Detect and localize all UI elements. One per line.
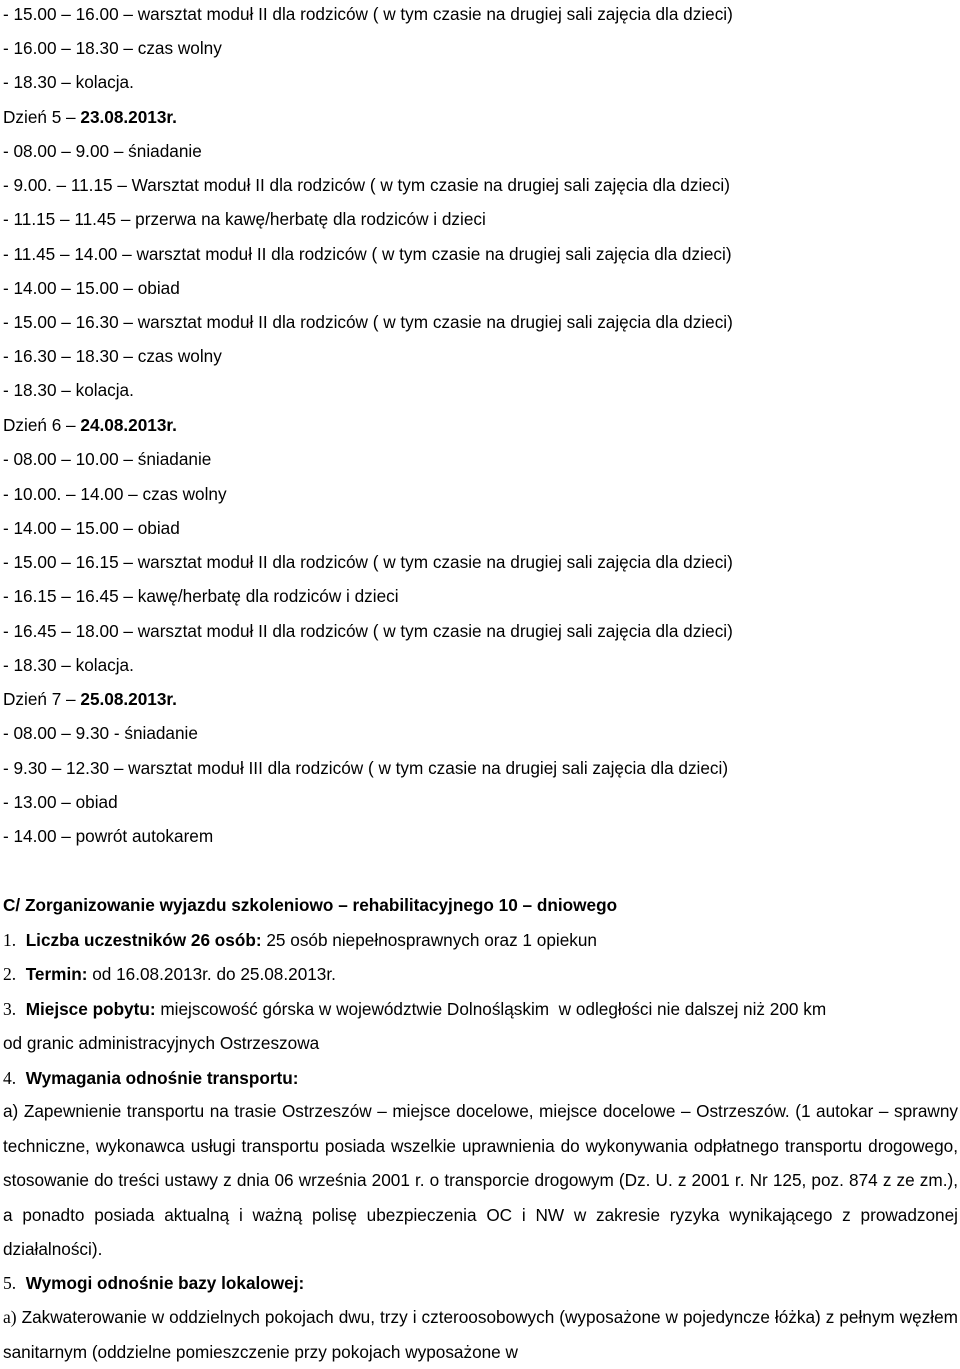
point-text: 25 osób niepełnosprawnych oraz 1 opiekun [261, 930, 597, 950]
point-number: 3. [3, 999, 17, 1019]
schedule-line: - 16.15 – 16.45 – kawę/herbatę dla rodziców i dzieci [3, 586, 399, 606]
point-number: 5. [3, 1273, 17, 1293]
day-label: Dzień 6 – [3, 415, 81, 435]
numbered-point [3, 963, 336, 985]
point-number: 4. [3, 1068, 17, 1088]
schedule-line: - 16.00 – 18.30 – czas wolny [3, 38, 222, 58]
point-label: Liczba uczestników 26 osób: [25, 930, 262, 950]
day-date: 24.08.2013r. [80, 415, 177, 435]
point-label: Termin: [25, 964, 88, 984]
schedule-line: - 18.30 – kolacja. [3, 655, 134, 675]
accommodation-paragraph [3, 1300, 958, 1369]
schedule-line: - 08.00 – 10.00 – śniadanie [3, 449, 212, 469]
point-text: miejscowość górska w województwie Dolnośląskim w odległości nie dalszej niż 200 km [155, 999, 827, 1019]
schedule-line: - 15.00 – 16.30 – warsztat moduł II dla rodziców ( w tym czasie na drugiej sali zajęcia dla dzieci) [3, 312, 733, 332]
schedule-line: - 18.30 – kolacja. [3, 72, 134, 92]
day-heading [3, 688, 177, 710]
section-heading: C/ Zorganizowanie wyjazdu szkoleniowo – rehabilitacyjnego 10 – dniowego [3, 895, 618, 915]
schedule-line: - 08.00 – 9.00 – śniadanie [3, 141, 202, 161]
schedule-line: - 14.00 – powrót autokarem [3, 826, 214, 846]
schedule-line: - 15.00 – 16.00 – warsztat moduł II dla rodziców ( w tym czasie na drugiej sali zajęcia dla dzieci) [3, 4, 733, 24]
point-continuation: od granic administracyjnych Ostrzeszowa [3, 1033, 320, 1053]
schedule-line: - 9.00. – 11.15 – Warsztat moduł II dla rodziców ( w tym czasie na drugiej sali zajęcia dla dzieci) [3, 175, 730, 195]
accommodation-text: Zakwaterowanie w oddzielnych pokojach dwu, trzy i czteroosobowych (wyposażone w pojedyncze łóżka) z pełnym węzłem sanitarnym (oddzielne pomieszczenie przy pokojach wyposażone w [3, 1307, 958, 1362]
schedule-line: - 16.45 – 18.00 – warsztat moduł II dla rodziców ( w tym czasie na drugiej sali zajęcia dla dzieci) [3, 621, 733, 641]
schedule-line: - 15.00 – 16.15 – warsztat moduł II dla rodziców ( w tym czasie na drugiej sali zajęcia dla dzieci) [3, 552, 733, 572]
schedule-line: - 18.30 – kolacja. [3, 380, 134, 400]
day-heading [3, 106, 177, 128]
day-heading [3, 414, 177, 436]
day-label: Dzień 7 – [3, 689, 81, 709]
numbered-point [3, 998, 826, 1020]
point-label: Wymogi odnośnie bazy lokalowej: [25, 1273, 305, 1293]
schedule-line: - 9.30 – 12.30 – warsztat moduł III dla rodziców ( w tym czasie na drugiej sali zajęcia dla dzieci) [3, 758, 729, 778]
day-date: 25.08.2013r. [80, 689, 177, 709]
schedule-line: - 11.45 – 14.00 – warsztat moduł II dla rodziców ( w tym czasie na drugiej sali zajęcia dla dzieci) [3, 244, 732, 264]
transport-paragraph: a) Zapewnienie transportu na trasie Ostrzeszów – miejsce docelowe, miejsce docelowe – Ostrzeszów. (1 autokar – sprawny techniczne, wykonawca usługi transportu posiada wszelkie uprawnienia do wykonywania odpłatnego transportu drogowego, stosowanie do treści ustawy z dnia 06 września 2001 r. o transporcie drogowym (Dz. U. z 2001 r. Nr 125, poz. 874 z ze zm.), a ponadto posiada aktualną i ważną polisę ubezpieczenia OC i NW w zakresie ryzyka wynikającego z prowadzonej działalności). [3, 1101, 958, 1260]
day-label: Dzień 5 – [3, 107, 81, 127]
point-label: Miejsce pobytu: [25, 999, 156, 1019]
point-number: 2. [3, 964, 17, 984]
schedule-line: - 13.00 – obiad [3, 792, 118, 812]
schedule-line: - 11.15 – 11.45 – przerwa na kawę/herbatę dla rodziców i dzieci [3, 209, 486, 229]
schedule-line: - 08.00 – 9.30 - śniadanie [3, 723, 198, 743]
numbered-point [3, 929, 597, 951]
schedule-line: - 14.00 – 15.00 – obiad [3, 518, 180, 538]
schedule-line: - 16.30 – 18.30 – czas wolny [3, 346, 222, 366]
point-text: od 16.08.2013r. do 25.08.2013r. [87, 964, 336, 984]
point-number: 1. [3, 930, 17, 950]
point-subletter: a) [3, 1307, 17, 1327]
schedule-line: - 10.00. – 14.00 – czas wolny [3, 484, 227, 504]
point-label: Wymagania odnośnie transportu: [25, 1068, 299, 1088]
numbered-point [3, 1067, 299, 1089]
day-date: 23.08.2013r. [80, 107, 177, 127]
numbered-point [3, 1272, 304, 1294]
schedule-line: - 14.00 – 15.00 – obiad [3, 278, 180, 298]
